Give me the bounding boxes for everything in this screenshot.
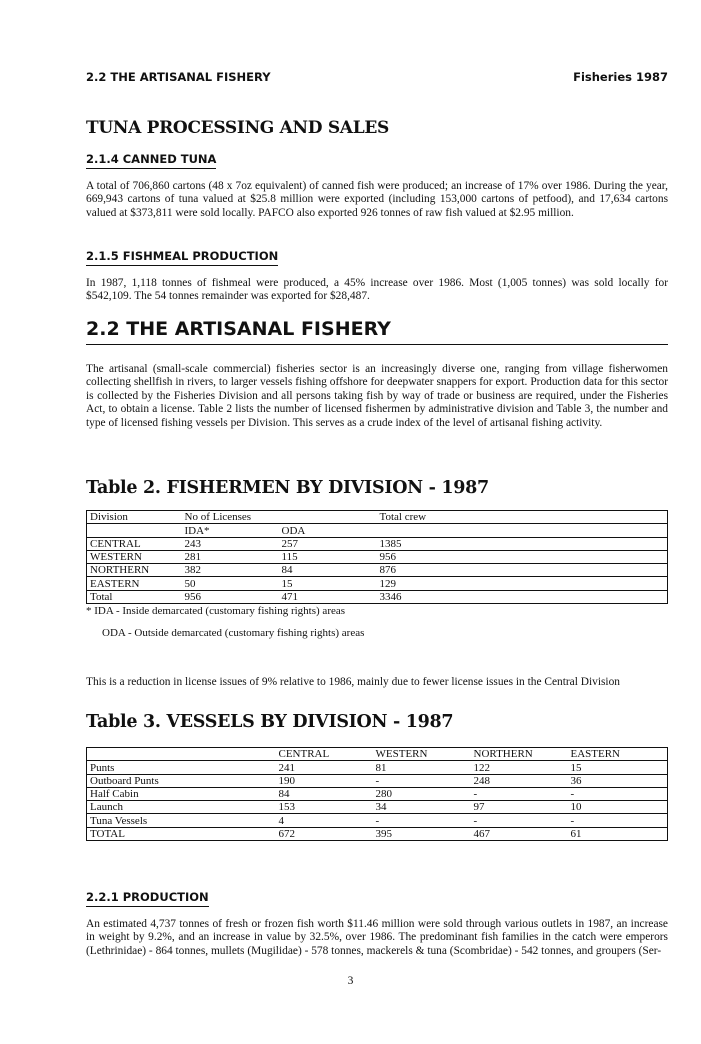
table-cell: - [568,787,668,800]
table-cell: 36 [568,774,668,787]
table-cell: 672 [276,827,373,840]
table-header-cell: WESTERN [373,748,471,761]
paragraph-fishmeal: In 1987, 1,118 tonnes of fishmeal were produced, a 45% increase over 1986. Most (1,005 tonnes) was sold locally for $542,109. The 54 tonnes remainder was exported for $28,487. [86,277,668,303]
table2-title: Table 2. FISHERMEN BY DIVISION - 1987 [86,478,489,498]
table-cell: Punts [87,761,276,774]
table-cell: Launch [87,801,276,814]
paragraph-license-reduction: This is a reduction in license issues of 9% relative to 1986, mainly due to fewer license issues in the Central Division [86,676,620,688]
table3-title: Table 3. VESSELS BY DIVISION - 1987 [86,712,454,732]
table-cell: - [373,814,471,827]
table-cell: 4 [276,814,373,827]
table2-grid [86,510,668,604]
subsection-production-heading [86,888,668,907]
table-row [87,814,668,827]
table-cell: EASTERN [87,577,182,590]
table-header-cell: CENTRAL [276,748,373,761]
paragraph-production: An estimated 4,737 tonnes of fresh or frozen fish worth $11.46 million were sold through various outlets in 1987, an increase in weight by 9.2%, and an increase in value by 32.5%, over 1986. The predominant fish families in the catch were emperors (Lethrinidae) - 864 tonnes, mullets (Mugilidae) - 578 tonnes, mackerels & tuna (Scombridae) - 542 tonnes, and groupers (Ser- [86,918,668,957]
table-cell: 81 [373,761,471,774]
table-cell: 122 [471,761,568,774]
subsection-title: 2.1.4 CANNED TUNA [86,152,216,169]
table2-footnote-ida: * IDA - Inside demarcated (customary fishing rights) areas [86,605,346,618]
table-cell: WESTERN [87,550,182,563]
table-cell: 395 [373,827,471,840]
table-cell: Outboard Punts [87,774,276,787]
page-number: 3 [347,975,354,987]
table-header-cell [377,524,668,537]
table-row [87,801,668,814]
table-cell: Total [87,590,182,603]
table-cell: 280 [373,787,471,800]
table2 [86,510,668,639]
section-title-tuna: TUNA PROCESSING AND SALES [86,118,389,138]
table-cell: 257 [279,537,377,550]
table-cell: 129 [377,577,668,590]
table-header-cell [87,524,182,537]
table-cell: - [568,814,668,827]
table3 [86,747,668,841]
table-cell: - [471,787,568,800]
table-cell: - [373,774,471,787]
table-cell: 248 [471,774,568,787]
subsection-canned-tuna-heading [86,150,668,169]
table-row [87,564,668,577]
table-row [87,827,668,840]
table-cell: 15 [279,577,377,590]
table-cell: 3346 [377,590,668,603]
subsection-fishmeal-heading [86,247,668,266]
table-header-row [87,511,668,524]
header-title: Fisheries 1987 [573,70,668,84]
table-header-cell: EASTERN [568,748,668,761]
table-cell: 34 [373,801,471,814]
table-cell: 190 [276,774,373,787]
table-cell: 471 [279,590,377,603]
table-row [87,761,668,774]
table-cell: TOTAL [87,827,276,840]
table-cell: 15 [568,761,668,774]
table-cell: 50 [182,577,279,590]
paragraph-artisanal: The artisanal (small-scale commercial) fisheries sector is an increasingly diverse one, ranging from village fisherwomen collecting shellfish in rivers, to larger vessels fishing offshore for deepwater snappers for export. Production data for this sector is collected by the Fisheries Division and all persons taking fish by way of trade or business are required, under the Fisheries Act, to obtain a license. Table 2 lists the number of licensed fishermen by administrative division and Table 3, the number and type of licensed fishing vessels per Division. This serves as a crude index of the level of artisanal fishing activity. [86,363,668,429]
header-section: 2.2 THE ARTISANAL FISHERY [86,70,271,84]
table-cell: 115 [279,550,377,563]
table-cell: 956 [182,590,279,603]
table-header-cell: IDA* [182,524,279,537]
table-row [87,577,668,590]
table-cell: Half Cabin [87,787,276,800]
paragraph-canned-tuna: A total of 706,860 cartons (48 x 7oz equivalent) of canned fish were produced; an increase of 17% over 1986. During the year, 669,943 cartons of tuna valued at $25.8 million were exported (including 153,000 cartons of petfood), and 17,634 cartons valued at $373,811 were sold locally. PAFCO also exported 926 tonnes of raw fish valued at $2.95 million. [86,180,668,219]
table-cell: 281 [182,550,279,563]
table-cell: 956 [377,550,668,563]
table-cell: NORTHERN [87,564,182,577]
table3-grid [86,747,668,841]
subsection-title: 2.1.5 FISHMEAL PRODUCTION [86,249,278,266]
table-cell: 382 [182,564,279,577]
table-cell: 84 [279,564,377,577]
subsection-title: 2.2.1 PRODUCTION [86,890,209,907]
table-cell: - [471,814,568,827]
table2-footnote-oda: ODA - Outside demarcated (customary fishing rights) areas [102,627,365,640]
table-header-cell: ODA [279,524,377,537]
table-cell: 84 [276,787,373,800]
table-header-cell: Division [87,511,182,524]
table-cell: CENTRAL [87,537,182,550]
table-cell: 467 [471,827,568,840]
table-cell: 153 [276,801,373,814]
table-cell: 10 [568,801,668,814]
table-row [87,774,668,787]
table-header-cell [279,511,377,524]
running-header [86,70,668,84]
section-title-artisanal: 2.2 THE ARTISANAL FISHERY [86,318,668,345]
table-header-row [87,524,668,537]
table-row [87,550,668,563]
table-header-cell [87,748,276,761]
table-cell: 876 [377,564,668,577]
table-row [87,590,668,603]
table-cell: Tuna Vessels [87,814,276,827]
table-header-row [87,748,668,761]
table-cell: 241 [276,761,373,774]
table-row [87,787,668,800]
table-cell: 97 [471,801,568,814]
table-cell: 1385 [377,537,668,550]
table-header-cell: No of Licenses [182,511,279,524]
table-row [87,537,668,550]
table-header-cell: Total crew [377,511,668,524]
table-cell: 243 [182,537,279,550]
table-cell: 61 [568,827,668,840]
table-header-cell: NORTHERN [471,748,568,761]
